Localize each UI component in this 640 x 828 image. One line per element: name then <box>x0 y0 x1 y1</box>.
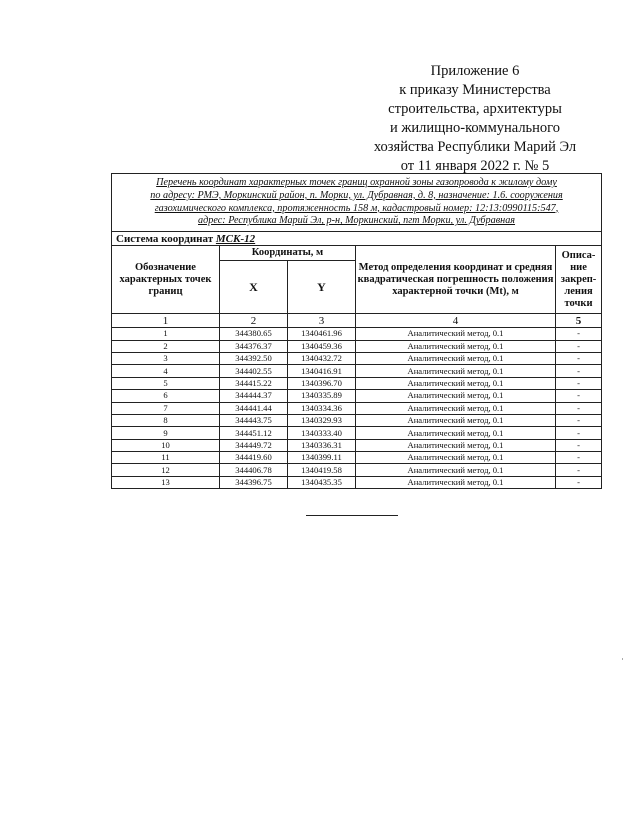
header-method: Метод определения координат и средняя квадратическая погрешность положения характерной точки (Mt), м <box>356 246 556 314</box>
point-number-cell: 8 <box>112 414 220 426</box>
table-title-line: газохимического комплекса, протяженность 158 м, кадастровый номер: 12:13:0990115:547, <box>154 202 559 214</box>
table-row <box>112 464 602 476</box>
point-number-cell: 11 <box>112 452 220 464</box>
method-cell: Аналитический метод, 0.1 <box>356 328 556 340</box>
y-coordinate-cell: 1340399.11 <box>288 452 356 464</box>
table-title-line: адрес: Республика Марий Эл, р-н, Моркинский, пгт Морки, ул. Дубравная <box>198 215 516 227</box>
table-row <box>112 365 602 377</box>
description-cell: - <box>556 439 602 451</box>
y-coordinate-cell: 1340335.89 <box>288 390 356 402</box>
method-cell: Аналитический метод, 0.1 <box>356 439 556 451</box>
point-number-cell: 10 <box>112 439 220 451</box>
column-numbers-row <box>112 314 602 328</box>
y-coordinate-cell: 1340459.36 <box>288 340 356 352</box>
y-coordinate-cell: 1340329.93 <box>288 414 356 426</box>
table-row <box>112 476 602 488</box>
point-number-cell: 3 <box>112 352 220 364</box>
header-y: Y <box>288 261 356 314</box>
description-cell: - <box>556 377 602 389</box>
y-coordinate-cell: 1340334.36 <box>288 402 356 414</box>
x-coordinate-cell: 344451.12 <box>220 427 288 439</box>
method-cell: Аналитический метод, 0.1 <box>356 390 556 402</box>
x-coordinate-cell: 344402.55 <box>220 365 288 377</box>
x-coordinate-cell: 344396.75 <box>220 476 288 488</box>
method-cell: Аналитический метод, 0.1 <box>356 427 556 439</box>
y-coordinate-cell: 1340336.31 <box>288 439 356 451</box>
y-coordinate-cell: 1340396.70 <box>288 377 356 389</box>
table-row <box>112 390 602 402</box>
coordinate-system-label: Система координат <box>116 232 214 245</box>
table-row <box>112 377 602 389</box>
point-number-cell: 2 <box>112 340 220 352</box>
table-row <box>112 439 602 451</box>
description-cell: - <box>556 414 602 426</box>
coordinate-system-name: МСК-12 <box>215 232 256 245</box>
method-cell: Аналитический метод, 0.1 <box>356 352 556 364</box>
description-cell: - <box>556 365 602 377</box>
point-number-cell: 4 <box>112 365 220 377</box>
x-coordinate-cell: 344443.75 <box>220 414 288 426</box>
appendix-header <box>330 62 620 176</box>
method-cell: Аналитический метод, 0.1 <box>356 340 556 352</box>
y-coordinate-cell: 1340419.58 <box>288 464 356 476</box>
y-coordinate-cell: 1340432.72 <box>288 352 356 364</box>
appendix-line: хозяйства Республики Марий Эл <box>373 139 577 155</box>
y-coordinate-cell: 1340416.91 <box>288 365 356 377</box>
point-number-cell: 1 <box>112 328 220 340</box>
method-cell: Аналитический метод, 0.1 <box>356 476 556 488</box>
point-number-cell: 12 <box>112 464 220 476</box>
coordinates-table <box>111 173 602 489</box>
table-title <box>112 174 602 232</box>
point-number-cell: 13 <box>112 476 220 488</box>
description-cell: - <box>556 464 602 476</box>
column-number: 5 <box>556 314 602 328</box>
x-coordinate-cell: 344444.37 <box>220 390 288 402</box>
table-title-line: Перечень координат характерных точек границ охранной зоны газопровода к жилому дому <box>156 177 557 188</box>
table-row <box>112 427 602 439</box>
method-cell: Аналитический метод, 0.1 <box>356 377 556 389</box>
point-number-cell: 9 <box>112 427 220 439</box>
table-row <box>112 414 602 426</box>
header-point: Обозначение характерных точек границ <box>112 246 220 314</box>
table-row <box>112 452 602 464</box>
signature-divider <box>306 515 398 516</box>
appendix-line: Приложение 6 <box>430 63 520 79</box>
description-cell: - <box>556 340 602 352</box>
appendix-line: к приказу Министерства <box>399 82 551 98</box>
description-cell: - <box>556 476 602 488</box>
description-cell: - <box>556 352 602 364</box>
x-coordinate-cell: 344441.44 <box>220 402 288 414</box>
method-cell: Аналитический метод, 0.1 <box>356 452 556 464</box>
point-number-cell: 7 <box>112 402 220 414</box>
table-row <box>112 340 602 352</box>
column-number: 1 <box>112 314 220 328</box>
header-description: Описа-ние закреп-ления точки <box>556 246 602 314</box>
table-row <box>112 402 602 414</box>
appendix-line: и жилищно-коммунального <box>389 120 561 136</box>
description-cell: - <box>556 452 602 464</box>
x-coordinate-cell: 344449.72 <box>220 439 288 451</box>
appendix-line: от 11 января 2022 г. № 5 <box>400 158 550 174</box>
y-coordinate-cell: 1340333.40 <box>288 427 356 439</box>
description-cell: - <box>556 402 602 414</box>
description-cell: - <box>556 328 602 340</box>
x-coordinate-cell: 344376.37 <box>220 340 288 352</box>
x-coordinate-cell: 344419.60 <box>220 452 288 464</box>
method-cell: Аналитический метод, 0.1 <box>356 464 556 476</box>
header-coordinates: Координаты, м <box>220 246 356 261</box>
point-number-cell: 6 <box>112 390 220 402</box>
column-number: 3 <box>288 314 356 328</box>
method-cell: Аналитический метод, 0.1 <box>356 414 556 426</box>
table-row <box>112 352 602 364</box>
method-cell: Аналитический метод, 0.1 <box>356 402 556 414</box>
y-coordinate-cell: 1340461.96 <box>288 328 356 340</box>
description-cell: - <box>556 390 602 402</box>
appendix-line: строительства, архитектуры <box>388 101 562 117</box>
column-number: 4 <box>356 314 556 328</box>
x-coordinate-cell: 344392.50 <box>220 352 288 364</box>
x-coordinate-cell: 344380.65 <box>220 328 288 340</box>
scan-speck <box>622 658 623 660</box>
table-row <box>112 328 602 340</box>
y-coordinate-cell: 1340435.35 <box>288 476 356 488</box>
description-cell: - <box>556 427 602 439</box>
header-x: X <box>220 261 288 314</box>
method-cell: Аналитический метод, 0.1 <box>356 365 556 377</box>
column-number: 2 <box>220 314 288 328</box>
table-title-line: по адресу: РМЭ, Моркинский район, п. Морки, ул. Дубравная, д. 8, назначение: 1.6. сооружения <box>150 189 563 201</box>
x-coordinate-cell: 344415.22 <box>220 377 288 389</box>
coordinate-system <box>112 232 602 246</box>
point-number-cell: 5 <box>112 377 220 389</box>
x-coordinate-cell: 344406.78 <box>220 464 288 476</box>
